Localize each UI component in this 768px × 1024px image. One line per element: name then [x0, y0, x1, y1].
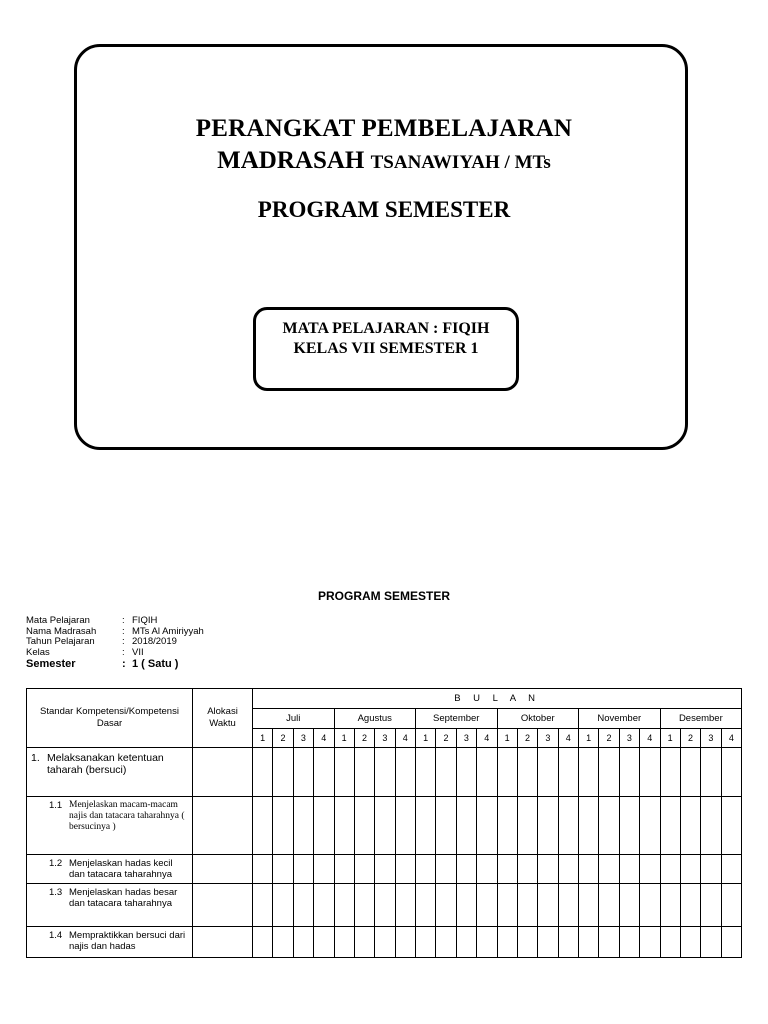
month-header: Oktober — [497, 709, 579, 729]
subject-line2: KELAS VII SEMESTER 1 — [293, 340, 479, 357]
cover-mts: TSANAWIYAH / MTs — [370, 152, 551, 173]
info-row — [26, 648, 204, 659]
info-key: Nama Madrasah — [26, 625, 97, 637]
info-key: Semester — [26, 658, 76, 670]
table-row — [27, 748, 742, 797]
info-row — [26, 637, 204, 648]
time-cell — [193, 855, 253, 884]
week-number: 1 — [416, 729, 436, 748]
month-header: Juli — [253, 709, 335, 729]
week-number: 3 — [293, 729, 313, 748]
competency-cell — [27, 927, 193, 958]
week-number: 3 — [619, 729, 639, 748]
week-number: 2 — [354, 729, 374, 748]
week-number: 3 — [538, 729, 558, 748]
competency-cell — [27, 797, 193, 855]
semester-table — [26, 688, 742, 958]
program-title: PROGRAM SEMESTER — [317, 589, 450, 603]
week-number: 1 — [660, 729, 680, 748]
month-header: Desember — [660, 709, 742, 729]
info-value: MTs Al Amiriyyah — [132, 625, 204, 637]
week-number: 2 — [680, 729, 700, 748]
week-number: 2 — [517, 729, 537, 748]
week-number: 1 — [334, 729, 354, 748]
competency-number: 1.1 — [49, 800, 63, 811]
competency-number: 1.3 — [49, 887, 63, 898]
info-key: Tahun Pelajaran — [26, 636, 95, 647]
competency-number: 1.2 — [49, 858, 63, 869]
cover-box — [74, 44, 688, 450]
info-block — [26, 616, 204, 670]
cover-program-title: PROGRAM SEMESTER — [257, 197, 511, 222]
week-number: 2 — [273, 729, 293, 748]
month-header: Agustus — [334, 709, 416, 729]
week-number: 3 — [456, 729, 476, 748]
week-number: 4 — [640, 729, 660, 748]
info-colon: : — [122, 625, 125, 637]
info-row — [26, 658, 204, 670]
header-months-group: B U L A N — [253, 689, 742, 709]
info-value: VII — [132, 646, 144, 658]
info-key: Mata Pelajaran — [26, 615, 90, 626]
week-number: 4 — [558, 729, 578, 748]
week-number: 4 — [721, 729, 742, 748]
cover-madrasah: MADRASAH — [217, 147, 365, 174]
week-number: 1 — [253, 729, 273, 748]
month-header: November — [579, 709, 661, 729]
week-number: 3 — [701, 729, 721, 748]
info-colon: : — [122, 646, 125, 658]
table-row — [27, 927, 742, 958]
competency-text: Menjelaskan macam-macam najis dan tatacara taharahnya ( bersucinya ) — [69, 800, 185, 832]
info-value: 2018/2019 — [132, 636, 177, 647]
week-number: 3 — [375, 729, 395, 748]
competency-text: Melaksanakan ketentuan taharah (bersuci) — [47, 752, 164, 776]
info-colon: : — [122, 636, 125, 647]
info-value: FIQIH — [132, 615, 158, 626]
subject-box — [253, 307, 519, 391]
table-row — [27, 797, 742, 855]
table-row — [27, 855, 742, 884]
week-number: 4 — [395, 729, 415, 748]
week-number: 1 — [579, 729, 599, 748]
info-colon: : — [122, 615, 125, 626]
competency-cell — [27, 855, 193, 884]
competency-text: Menjelaskan hadas kecil dan tatacara taharahnya — [69, 858, 173, 880]
info-colon: : — [122, 658, 126, 670]
week-number: 1 — [497, 729, 517, 748]
week-number: 4 — [477, 729, 497, 748]
time-cell — [193, 927, 253, 958]
competency-number: 1.4 — [49, 930, 63, 941]
info-value: 1 ( Satu ) — [132, 658, 179, 670]
competency-text: Mempraktikkan bersuci dari najis dan hadas — [69, 930, 186, 952]
week-number: 2 — [436, 729, 456, 748]
table-row — [27, 884, 742, 927]
cover-title-line2 — [77, 147, 691, 175]
header-competency: Standar Kompetensi/Kompetensi Dasar — [27, 689, 193, 748]
info-key: Kelas — [26, 646, 50, 658]
month-header: September — [416, 709, 498, 729]
time-cell — [193, 797, 253, 855]
info-row — [26, 616, 204, 627]
week-number: 4 — [314, 729, 334, 748]
week-number: 2 — [599, 729, 619, 748]
competency-cell — [27, 748, 193, 797]
cover-title-line1: PERANGKAT PEMBELAJARAN — [195, 115, 573, 142]
subject-line1: MATA PELAJARAN : FIQIH — [282, 320, 490, 337]
time-cell — [193, 884, 253, 927]
competency-cell — [27, 884, 193, 927]
header-time: Alokasi Waktu — [193, 689, 253, 748]
competency-number: 1. — [31, 752, 40, 764]
competency-text: Menjelaskan hadas besar dan tatacara taharahnya — [69, 887, 178, 909]
time-cell — [193, 748, 253, 797]
